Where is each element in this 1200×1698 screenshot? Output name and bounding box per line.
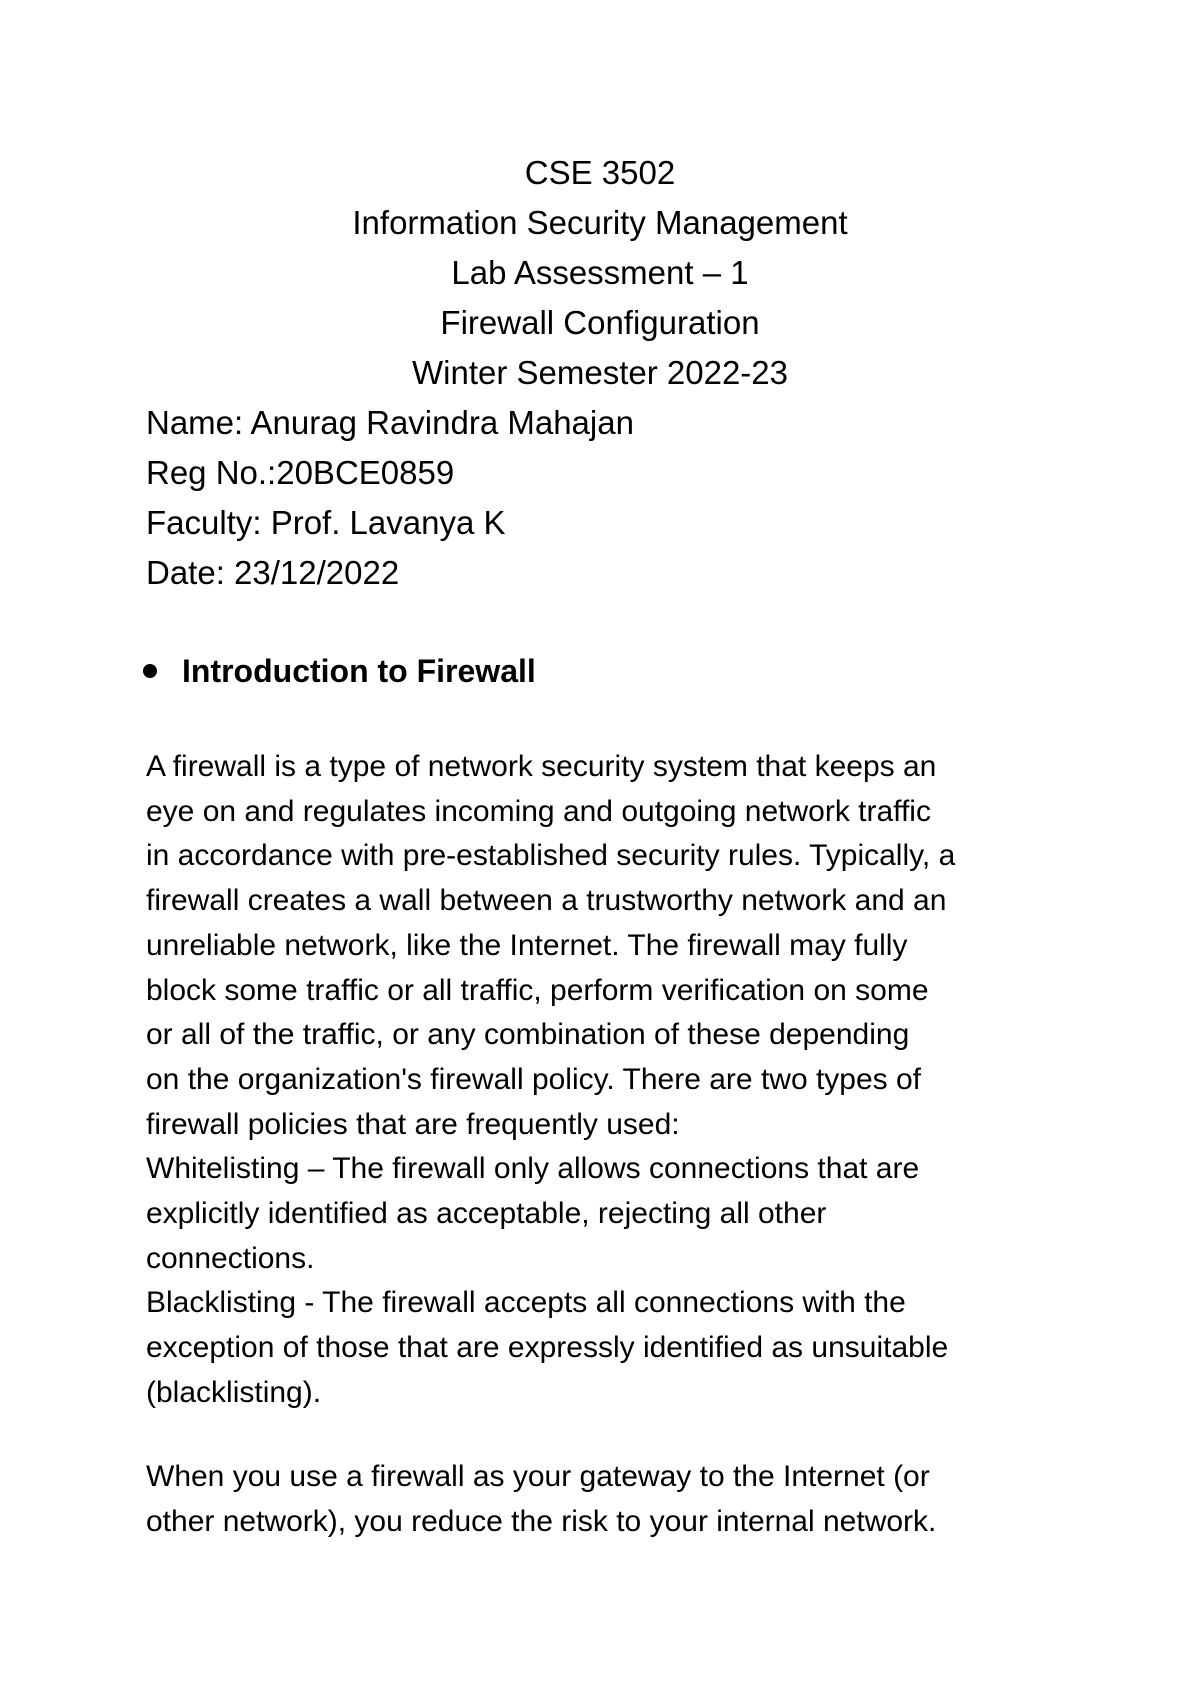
paragraph-line: unreliable network, like the Internet. The firewall may fully [146, 928, 908, 962]
course-name: Information Security Management [352, 204, 848, 241]
gateway-paragraph [146, 1455, 936, 1544]
paragraph-line: or all of the traffic, or any combination of these depending [146, 1018, 910, 1052]
title-block [0, 148, 1200, 398]
course-code: CSE 3502 [524, 154, 676, 191]
topic-title: Firewall Configuration [440, 304, 760, 341]
paragraph-line: firewall policies that are frequently used: [146, 1107, 680, 1141]
bullet-icon [143, 664, 157, 678]
paragraph-line: eye on and regulates incoming and outgoing network traffic [146, 794, 931, 828]
registration-number: Reg No.:20BCE0859 [146, 454, 455, 491]
assessment-title: Lab Assessment – 1 [451, 254, 749, 291]
paragraph-line: When you use a firewall as your gateway to the Internet (or [146, 1460, 930, 1493]
faculty-name: Faculty: Prof. Lavanya K [146, 504, 506, 541]
student-info [146, 398, 634, 598]
paragraph-line: firewall creates a wall between a trustworthy network and an [146, 884, 947, 918]
paragraph-line: connections. [146, 1241, 315, 1275]
intro-paragraph [146, 745, 955, 1416]
semester: Winter Semester 2022-23 [411, 354, 788, 391]
paragraph-line: exception of those that are expressly identified as unsuitable [146, 1331, 949, 1365]
paragraph-line: (blacklisting). [146, 1375, 322, 1409]
paragraph-line: block some traffic or all traffic, perform verification on some [146, 973, 929, 1007]
student-name: Name: Anurag Ravindra Mahajan [146, 404, 634, 441]
section-heading [182, 646, 536, 696]
paragraph-line: in accordance with pre-established security rules. Typically, a [146, 839, 956, 873]
paragraph-line: explicitly identified as acceptable, rejecting all other [146, 1197, 827, 1231]
paragraph-line: other network), you reduce the risk to your internal network. [146, 1504, 937, 1538]
paragraph-line: A firewall is a type of network security system that keeps an [146, 750, 937, 783]
paragraph-line: on the organization's firewall policy. There are two types of [146, 1062, 922, 1096]
submission-date: Date: 23/12/2022 [146, 554, 400, 591]
section-heading-text: Introduction to Firewall [182, 653, 536, 689]
paragraph-line: Whitelisting – The firewall only allows connections that are [146, 1152, 920, 1186]
paragraph-line: Blacklisting - The firewall accepts all connections with the [146, 1286, 906, 1320]
